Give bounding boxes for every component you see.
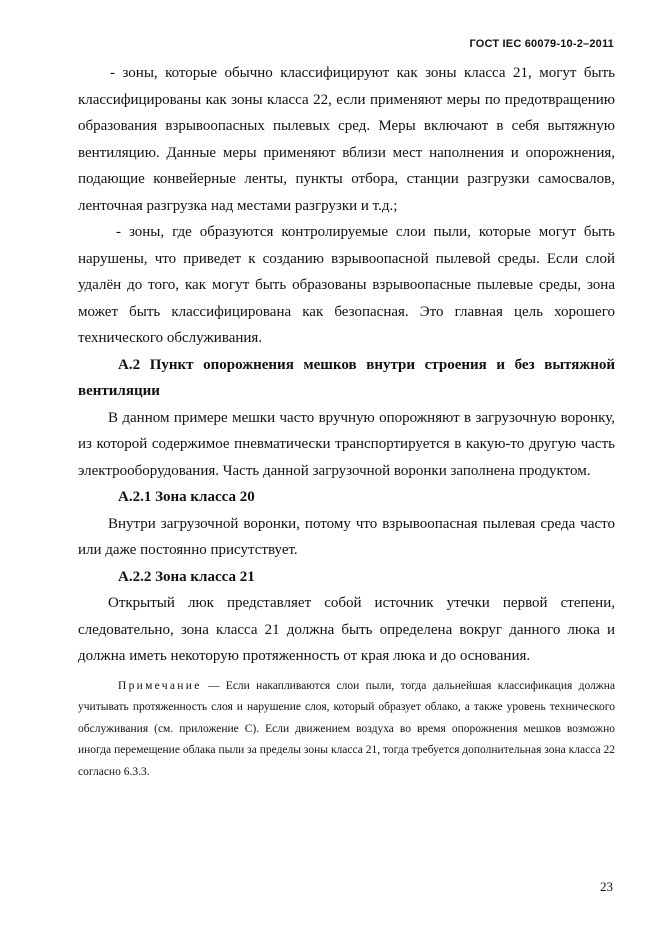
paragraph-zone-21-to-22: - зоны, которые обычно классифицируют как зоны класса 21, могут быть классифицированы как зоны класса 22, если применяют меры по предотвращению образования взрывоопасных пылевых сред. Меры включают в себя вытяжную вентиляцию. Данные меры применяют вблизи мест наполнения и опорожнения, подающие конвейерные ленты, пункты отбора, станции разгрузки самосвалов, ленточная разгрузка над местами разгрузки и т.д.; (78, 65, 615, 214)
paragraph-zone-21: Открытый люк представляет собой источник утечки первой степени, следовательно, зона класса 21 должна быть определена вокруг данного люка и должна иметь некоторую протяженность от края люка и до основания. (78, 595, 615, 664)
section-heading-a22: А.2.2 Зона класса 21 (118, 568, 255, 585)
paragraph-bag-emptying-example: В данном примере мешки часто вручную опорожняют в загрузочную воронку, из которой содержимое пневматически транспортируется в какую-то другую часть электрооборудования. Часть данной загрузочной воронки заполнена продуктом. (78, 409, 615, 479)
paragraph-zone-20: Внутри загрузочной воронки, потому что взрывоопасная пылевая среда часто или даже постоянно присутствует. (78, 515, 615, 558)
section-heading-a21: А.2.1 Зона класса 20 (118, 489, 255, 505)
note-block (78, 676, 615, 784)
document-header-standard: ГОСТ IEC 60079-10-2–2011 (469, 38, 614, 50)
section-heading-a2: А.2 Пункт опорожнения мешков внутри строения и без вытяжной вентиляции (78, 356, 615, 399)
paragraph-controlled-dust-layers: - зоны, где образуются контролируемые слои пыли, которые могут быть нарушены, что приведет к созданию взрывоопасной пылевой среды. Если слой удалён до того, как могут быть образованы взрывоопасные пылевые среды, зона может быть классифицирована как безопасная. Это главная цель хорошего технического обслуживания. (78, 224, 615, 346)
page-number: 23 (600, 879, 613, 894)
note-text: Если накапливаются слои пыли, тогда дальнейшая классификация должна учитывать протяженность слоя и нарушение слоя, который образует облако, а также уровень технического обслуживания (см. приложение С). Если движением воздуха во время опорожнения мешков возможно иногда перемещение облака пыли за пределы зоны класса 21, тогда требуется дополнительная зона класса 22 согласно 6.3.3. (78, 679, 615, 778)
note-label: Примечание (118, 679, 202, 692)
note-dash: — (201, 679, 226, 692)
document-body (78, 60, 615, 783)
